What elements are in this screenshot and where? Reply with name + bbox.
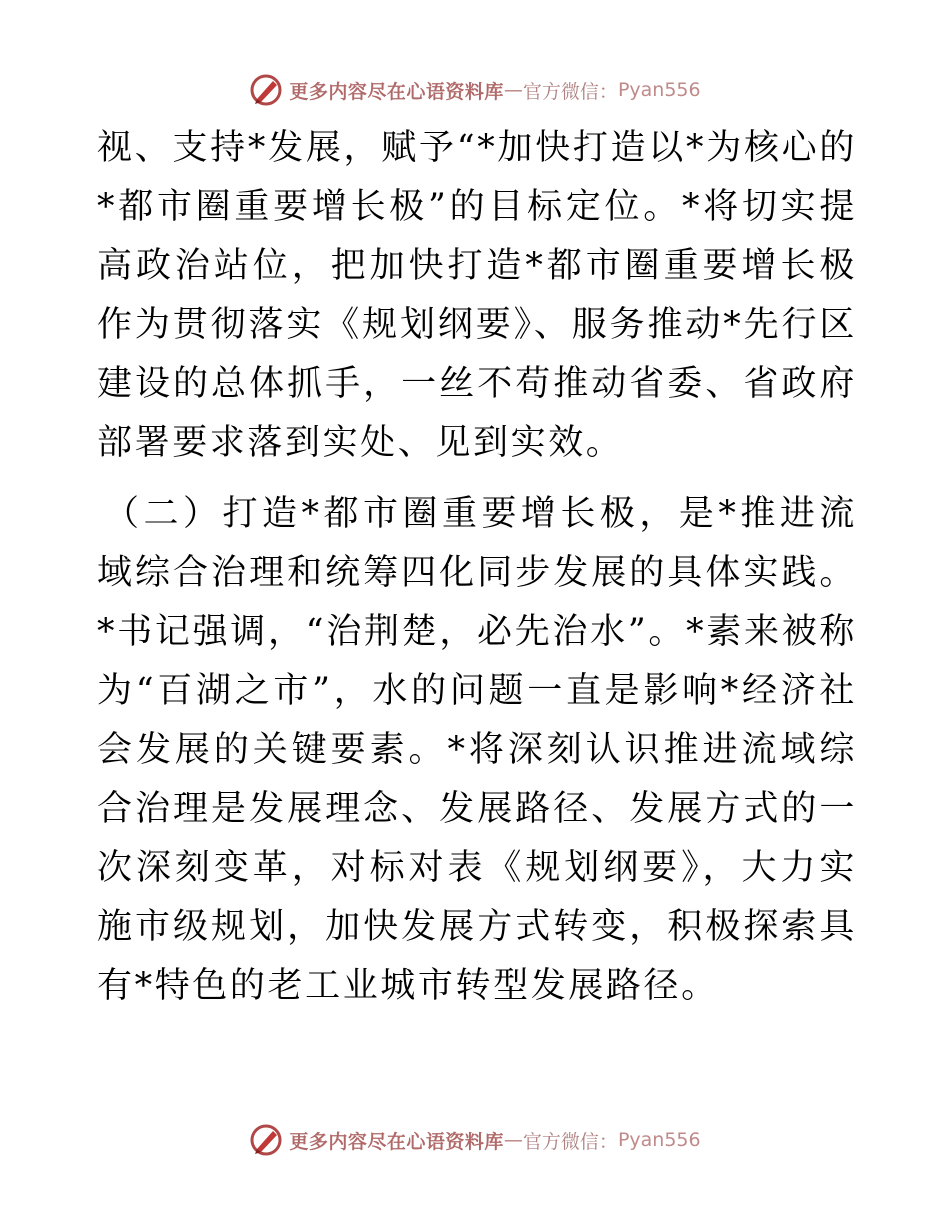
paragraph-1: 视、支持*发展，赋予“*加快打造以*为核心的*都市圈重要增长极”的目标定位。*将切实提高政治站位，把加快打造*都市圈重要增长极作为贯彻落实《规划纲要》、服务推动*先行区建设的总体抓手，一丝不苟推动省委、省政府部署要求落到实处、见到实效。: [97, 128, 857, 463]
watermark-label: 官方微信：: [522, 80, 618, 103]
pen-circle-logo-icon: [249, 73, 283, 107]
watermark-wechat-id: Pyan556: [617, 79, 701, 101]
watermark-label: 官方微信：: [522, 1130, 618, 1153]
watermark-dash: —: [503, 79, 523, 101]
watermark-brand: 更多内容尽在心语资料库: [289, 80, 504, 103]
pen-circle-logo-icon: [249, 1123, 283, 1157]
footer-watermark: [0, 1120, 950, 1160]
header-watermark: [0, 70, 950, 110]
paragraph-2: （二）打造*都市圈重要增长极，是*推进流域综合治理和统筹四化同步发展的具体实践。*书记强调，“治荆楚，必先治水”。*素来被称为“百湖之市”，水的问题一直是影响*经济社会发展的关键要素。*将深刻认识推进流域综合治理是发展理念、发展路径、发展方式的一次深刻变革，对标对表《规划纲要》，大力实施市级规划，加快发展方式转变，积极探索具有*特色的老工业城市转型发展路径。: [97, 494, 857, 1006]
watermark-wechat-id: Pyan556: [617, 1129, 701, 1151]
watermark-brand: 更多内容尽在心语资料库: [289, 1130, 504, 1153]
watermark-dash: —: [503, 1129, 523, 1151]
document-body: [97, 119, 857, 1016]
